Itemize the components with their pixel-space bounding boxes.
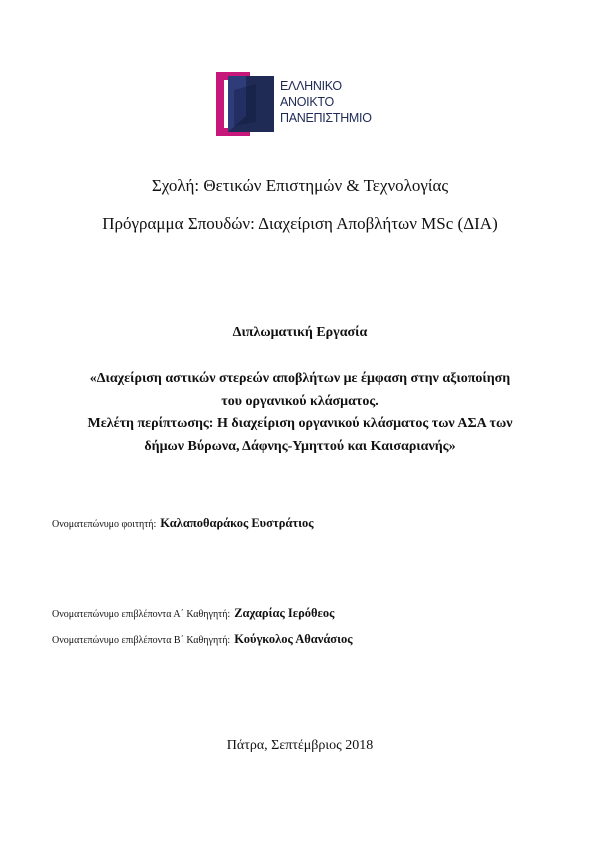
- place-date: Πάτρα, Σεπτέμβριος 2018: [226, 738, 374, 753]
- title-line-4: δήμων Βύρωνα, Δάφνης-Υμηττού και Καισαριανής»: [144, 438, 456, 454]
- supervisor-b-name: Κούγκολος Αθανάσιος: [234, 632, 353, 646]
- student-name: Καλαποθαράκος Ευστράτιος: [160, 516, 314, 530]
- supervisor-a-row: [52, 604, 334, 622]
- logo-line-3: ΠΑΝΕΠΙΣΤΗΜΙΟ: [280, 111, 372, 125]
- supervisor-b-row: [52, 630, 353, 648]
- title-line-2: του οργανικού κλάσματος.: [221, 393, 379, 409]
- title-line-3: Μελέτη περίπτωσης: Η διαχείριση οργανικού κλάσματος των ΑΣΑ των: [87, 416, 513, 431]
- supervisor-b-label: Ονοματεπώνυμο επιβλέποντα Β΄ Καθηγητή:: [52, 635, 231, 646]
- logo-wordmark: [280, 78, 372, 126]
- document-type: Διπλωματική Εργασία: [232, 325, 368, 340]
- program-name: Πρόγραμμα Σπουδών: Διαχείριση Αποβλήτων MSc (ΔΙΑ): [102, 214, 498, 233]
- supervisor-a-label: Ονοματεπώνυμο επιβλέποντα Α΄ Καθηγητή:: [52, 609, 231, 620]
- university-logo: [216, 72, 396, 136]
- title-line-1: «Διαχείριση αστικών στερεών αποβλήτων με έμφαση στην αξιοποίηση: [89, 371, 511, 386]
- thesis-title: [0, 368, 600, 458]
- student-row: [52, 514, 314, 532]
- school-name: Σχολή: Θετικών Επιστημών & Τεχνολογίας: [151, 176, 449, 195]
- logo-mark-icon: [216, 72, 278, 136]
- supervisor-a-name: Ζαχαρίας Ιερόθεος: [234, 606, 335, 620]
- logo-line-1: ΕΛΛΗΝΙΚΟ: [280, 79, 342, 93]
- logo-line-2: ΑΝΟΙΚΤΟ: [280, 95, 334, 109]
- student-label: Ονοματεπώνυμο φοιτητή:: [52, 519, 157, 530]
